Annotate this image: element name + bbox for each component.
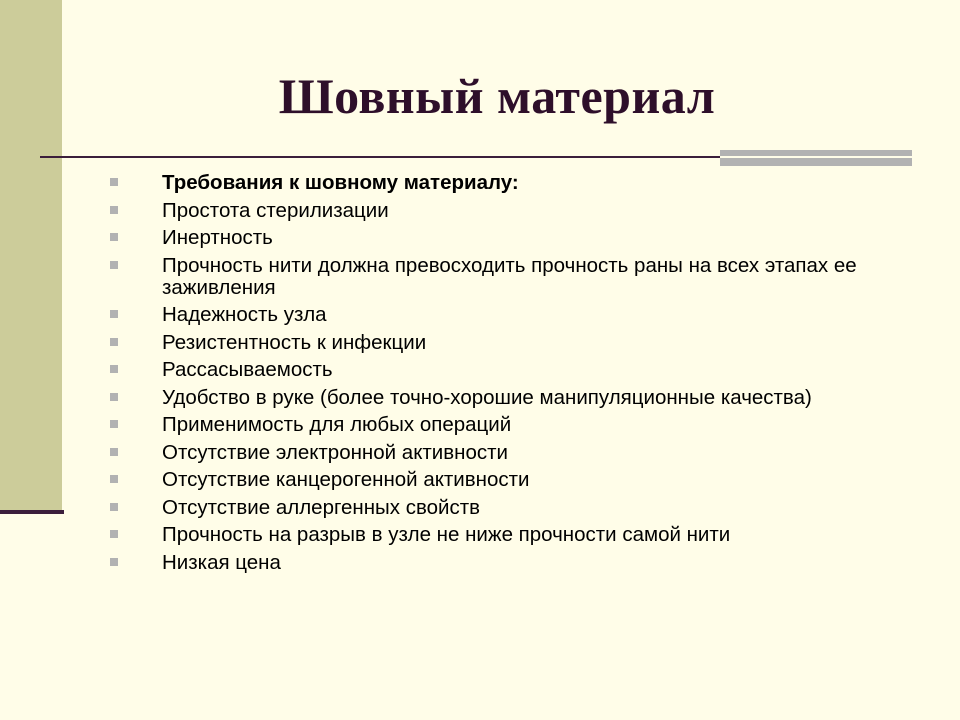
square-bullet-icon: [110, 475, 118, 483]
bullet-text: Низкая цена: [162, 550, 281, 574]
square-bullet-icon: [110, 261, 118, 269]
bullet-item: [110, 552, 900, 574]
square-bullet-icon: [110, 530, 118, 538]
bullet-item: [110, 469, 900, 491]
bullet-item: [110, 524, 900, 546]
bullet-item: [110, 200, 900, 222]
bullet-text: Надежность узла: [162, 303, 327, 326]
bullet-item: [110, 359, 900, 381]
square-bullet-icon: [110, 558, 118, 566]
square-bullet-icon: [110, 206, 118, 214]
bullet-text: Отсутствие канцерогенной активности: [162, 468, 530, 491]
square-bullet-icon: [110, 365, 118, 373]
bullet-item: [110, 497, 900, 519]
square-bullet-icon: [110, 233, 118, 241]
bullet-item: [110, 255, 900, 299]
bullet-text: Отсутствие аллергенных свойств: [162, 495, 481, 519]
bullet-text: Резистентность к инфекции: [162, 330, 427, 354]
side-accent-bar: [0, 0, 62, 512]
side-accent-underline: [0, 510, 64, 514]
title-divider-accent: [720, 150, 912, 166]
square-bullet-icon: [110, 393, 118, 401]
bullet-text: Применимость для любых операций: [162, 413, 512, 436]
bullet-text: Простота стерилизации: [162, 198, 389, 222]
bullet-text: Отсутствие электронной активности: [162, 440, 508, 464]
bullet-item: [110, 304, 900, 326]
bullet-item: [110, 227, 900, 249]
square-bullet-icon: [110, 338, 118, 346]
bullet-item: [110, 414, 900, 436]
bullet-item: [110, 442, 900, 464]
bullet-text: Прочность на разрыв в узле не ниже прочности самой нити: [162, 523, 731, 546]
square-bullet-icon: [110, 178, 118, 186]
square-bullet-icon: [110, 420, 118, 428]
bullet-text: Инертность: [162, 226, 273, 249]
bullet-list: [110, 172, 900, 579]
square-bullet-icon: [110, 310, 118, 318]
bullet-item: [110, 332, 900, 354]
square-bullet-icon: [110, 448, 118, 456]
slide-title: Шовный материал: [278, 68, 716, 124]
bullet-text: Прочность нити должна превосходить прочность раны на всех этапах ее заживления: [162, 253, 857, 299]
bullet-item-requirements-heading: [110, 172, 900, 194]
bullet-text: Требования к шовному материалу:: [162, 171, 519, 194]
bullet-item: [110, 387, 900, 409]
bullet-text: Рассасываемость: [162, 358, 333, 381]
bullet-text: Удобство в руке (более точно-хорошие манипуляционные качества): [162, 385, 812, 409]
square-bullet-icon: [110, 503, 118, 511]
